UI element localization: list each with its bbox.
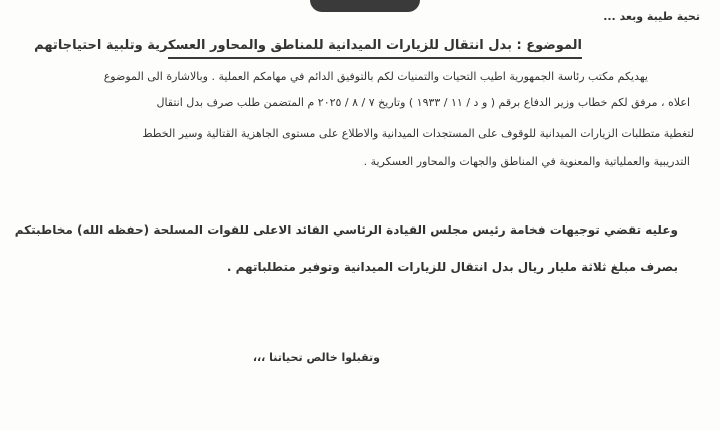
body-line-4: التدريبية والعملياتية والمعنوية في المناطق والجهات والمحاور العسكرية . xyxy=(363,155,690,168)
greeting-line: تحية طيبة وبعد ... xyxy=(603,10,700,23)
letterhead-emblem xyxy=(310,0,420,12)
body-line-1: يهديكم مكتب رئاسة الجمهورية اطيب التحيات والتمنيات لكم بالتوفيق الدائم في مهامكم العملية . وبالاشارة الى الموضوع xyxy=(103,70,648,83)
body-line-5: وعليه تقضي توجيهات فخامة رئيس مجلس القيادة الرئاسي القائد الاعلى للقوات المسلحة (حفظه الله) مخاطبتكم xyxy=(14,223,678,237)
body-line-3: لتغطية متطلبات الزيارات الميدانية للوقوف على المستجدات الميدانية والاطلاع على مستوى الجاهزية القتالية وسير الخطط xyxy=(142,127,694,140)
subject-line: الموضوع : بدل انتقال للزيارات الميدانية للمناطق والمحاور العسكرية وتلبية احتياجاتهم xyxy=(34,38,582,53)
body-line-6: بصرف مبلغ ثلاثة مليار ريال بدل انتقال للزيارات الميدانية وتوفير متطلباتهم . xyxy=(226,260,678,274)
subject-underline xyxy=(168,57,582,59)
closing-line: وتقبلوا خالص تحياتنا ،،، xyxy=(252,351,380,364)
body-line-2: اعلاه ، مرفق لكم خطاب وزير الدفاع برقم ( و د / ١١ / ١٩٣٣ ) وتاريخ ٧ / ٨ / ٢٠٢٥ م المتضمن طلب صرف بدل انتقال xyxy=(156,96,690,109)
